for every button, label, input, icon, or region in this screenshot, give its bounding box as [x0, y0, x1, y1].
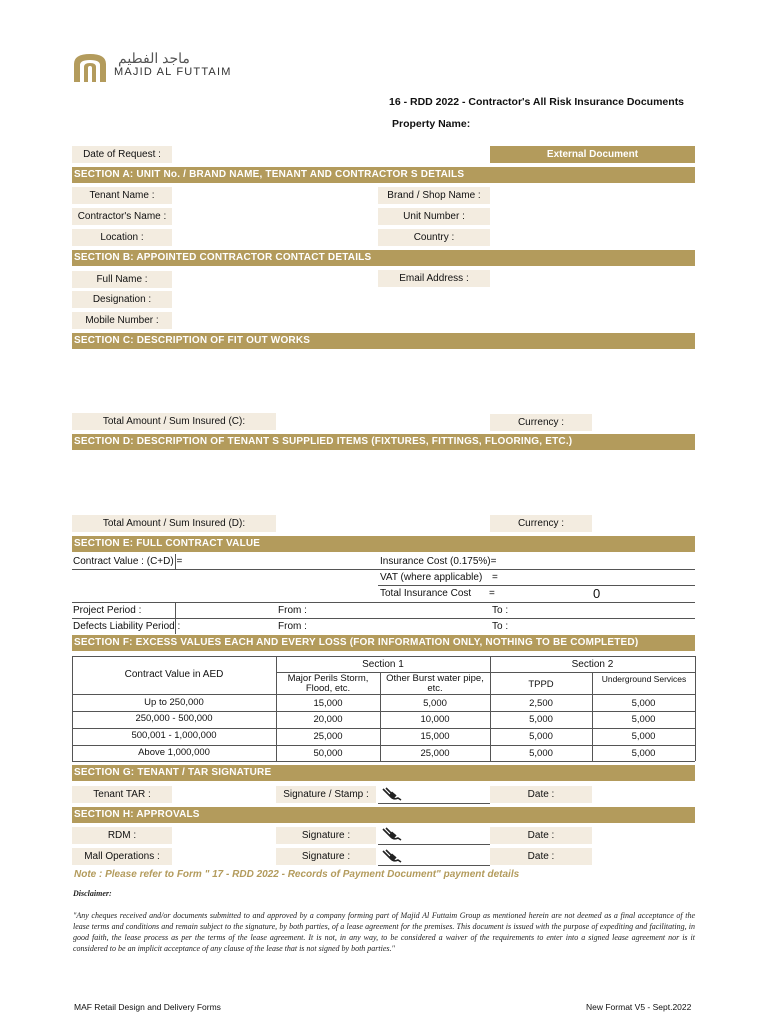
brand-shop-label: Brand / Shop Name :	[378, 187, 490, 204]
row-major: 15,000	[313, 698, 343, 709]
row-underground: 5,000	[631, 698, 656, 709]
col-underground: Underground Services	[601, 674, 687, 684]
col-section-1: Section 1	[362, 659, 404, 670]
date-of-request-label: Date of Request :	[72, 146, 172, 163]
col-contract-value: Contract Value in AED	[124, 669, 224, 680]
rdm-date-label: Date :	[490, 827, 592, 844]
row-major: 50,000	[313, 748, 343, 759]
contractor-name-label: Contractor's Name :	[72, 208, 172, 225]
contract-value-label: Contract Value : (C+D) =	[73, 556, 183, 567]
row-underground: 5,000	[631, 731, 656, 742]
section-b-header: SECTION B: APPOINTED CONTRACTOR CONTACT DETAILS	[72, 250, 695, 266]
email-address-label: Email Address :	[378, 270, 490, 287]
full-name-label: Full Name :	[72, 271, 172, 288]
signature-stamp-label: Signature / Stamp :	[276, 786, 376, 803]
col-major-perils: Major Perils Storm, Flood, etc.	[287, 673, 369, 694]
defects-to-label: To :	[492, 621, 509, 632]
rdm-signature-label: Signature :	[276, 827, 376, 844]
row-tppd: 5,000	[529, 748, 553, 759]
payment-note: Note : Please refer to Form " 17 - RDD 2022 - Records of Payment Document" payment details	[74, 869, 520, 880]
row-major: 25,000	[313, 731, 343, 742]
disclaimer-title: Disclaimer:	[73, 889, 112, 898]
row-other: 5,000	[423, 698, 447, 709]
external-document-badge: External Document	[490, 146, 695, 163]
row-underground: 5,000	[631, 714, 656, 725]
insurance-cost-label: Insurance Cost (0.175%)=	[380, 556, 497, 567]
page-title: 16 - RDD 2022 - Contractor's All Risk Insurance Documents	[389, 96, 685, 108]
footer-left: MAF Retail Design and Delivery Forms	[74, 1002, 221, 1012]
vat-equals: =	[492, 572, 498, 583]
signature-icon[interactable]	[382, 787, 402, 801]
mobile-number-label: Mobile Number :	[72, 312, 172, 329]
signature-icon[interactable]	[382, 827, 402, 841]
project-from-label: From :	[278, 605, 307, 616]
row-major: 20,000	[313, 714, 343, 725]
rdm-label: RDM :	[72, 827, 172, 844]
disclaimer-text: "Any cheques received and/or documents submitted to and approved by a company forming part of Majid Al Futtaim Group as mentioned herein are not deemed as a final acceptance of the lease terms and conditions and remain subject to the signature, by both parties, of a lease agreement for the premises. This document is issued with the purpose of expediting and facilitating, in good faith, the lease process as per the terms of the lease agreement. It is not, in any way, to be considered a waiver of the requirements to enter into a signed lease agreement nor is it considered to be an implicit acceptance of any clause of the lease that is not signed by both parties."	[73, 911, 695, 953]
total-insurance-cost-label: Total Insurance Cost	[380, 588, 472, 599]
section-c-header: SECTION C: DESCRIPTION OF FIT OUT WORKS	[72, 333, 695, 349]
currency-d-label: Currency :	[490, 515, 592, 532]
row-underground: 5,000	[631, 748, 656, 759]
currency-c-label: Currency :	[490, 414, 592, 431]
defects-period-label: Defects Liability Period :	[73, 621, 181, 632]
section-g-header: SECTION G: TENANT / TAR SIGNATURE	[72, 765, 695, 781]
tenant-date-label: Date :	[490, 786, 592, 803]
row-other: 25,000	[420, 748, 450, 759]
section-e-header: SECTION E: FULL CONTRACT VALUE	[72, 536, 695, 552]
brand-name: MAJID AL FUTTAIM	[114, 66, 232, 78]
row-range: Up to 250,000	[144, 697, 204, 708]
col-tppd: TPPD	[528, 679, 554, 690]
section-d-header: SECTION D: DESCRIPTION OF TENANT S SUPPLIED ITEMS (FIXTURES, FITTINGS, FLOORING, ETC.)	[72, 434, 695, 450]
signature-icon[interactable]	[382, 849, 402, 863]
row-range: Above 1,000,000	[138, 747, 210, 758]
row-range: 250,000 - 500,000	[135, 713, 213, 724]
section-f-header: SECTION F: EXCESS VALUES EACH AND EVERY LOSS (FOR INFORMATION ONLY, NOTHING TO BE COMPLETED)	[72, 635, 695, 651]
total-amount-c-label: Total Amount / Sum Insured (C):	[72, 413, 276, 430]
designation-label: Designation :	[72, 291, 172, 308]
project-to-label: To :	[492, 605, 509, 616]
tenant-tar-label: Tenant TAR :	[72, 786, 172, 803]
defects-from-label: From :	[278, 621, 307, 632]
vat-label: VAT (where applicable)	[380, 572, 483, 583]
brand-arabic: ماجد الفطيم	[118, 50, 190, 66]
row-tppd: 5,000	[529, 714, 553, 725]
total-insurance-equals: =	[489, 588, 495, 599]
mall-operations-label: Mall Operations :	[72, 848, 172, 865]
row-other: 10,000	[420, 714, 450, 725]
tenant-name-label: Tenant Name :	[72, 187, 172, 204]
total-insurance-value: 0	[593, 586, 601, 601]
row-other: 15,000	[420, 731, 450, 742]
col-other-burst: Other Burst water pipe, etc.	[386, 673, 484, 694]
section-a-header: SECTION A: UNIT No. / BRAND NAME, TENANT AND CONTRACTOR S DETAILS	[72, 167, 695, 183]
footer-right: New Format V5 - Sept.2022	[586, 1002, 692, 1012]
col-section-2: Section 2	[571, 659, 614, 670]
property-label: Property Name:	[392, 118, 471, 130]
logo-icon	[72, 52, 108, 82]
total-amount-d-label: Total Amount / Sum Insured (D):	[72, 515, 276, 532]
logo	[72, 52, 108, 82]
mall-signature-label: Signature :	[276, 848, 376, 865]
project-period-label: Project Period :	[73, 605, 142, 616]
mall-date-label: Date :	[490, 848, 592, 865]
unit-number-label: Unit Number :	[378, 208, 490, 225]
location-label: Location :	[72, 229, 172, 246]
country-label: Country :	[378, 229, 490, 246]
section-h-header: SECTION H: APPROVALS	[72, 807, 695, 823]
row-tppd: 5,000	[529, 731, 553, 742]
row-range: 500,001 - 1,000,000	[131, 730, 217, 741]
row-tppd: 2,500	[529, 698, 553, 709]
